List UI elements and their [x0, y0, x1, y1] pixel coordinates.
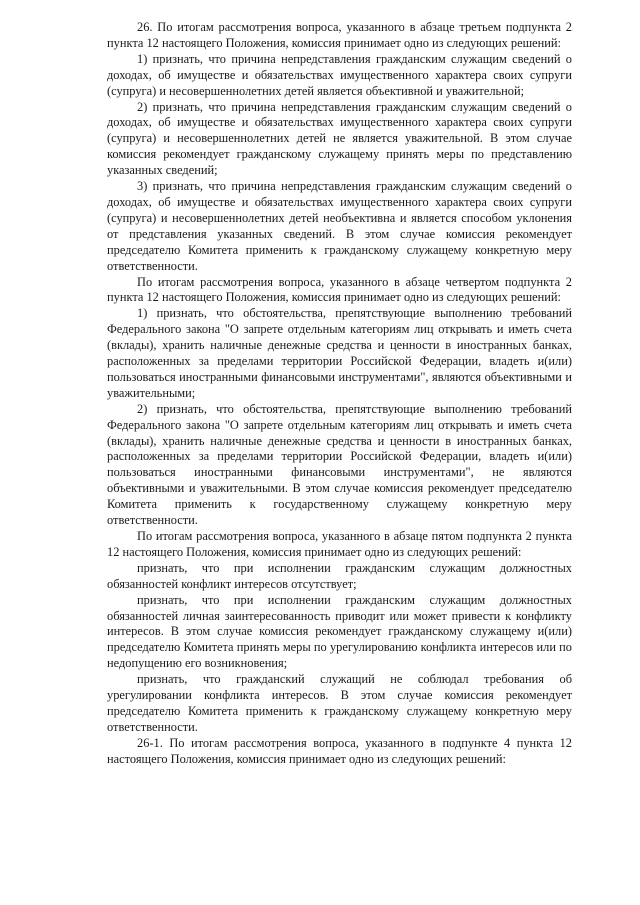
paragraph-abzac-5-item-2: признать, что при исполнении гражданским служащим должностных обязанностей личная заинтересованность приводит или может привести к конфликту интересов. В этом случае комиссия рекомендует гражданскому служащему и(или) председателю Комитета принять меры по урегулированию конфликта интересов или по недопущению его возникновения;: [107, 592, 572, 671]
paragraph-26-item-2: 2) признать, что причина непредставления гражданским служащим сведений о доходах, об имуществе и обязательствах имущественного характера своих супруги (супруга) и несовершеннолетних детей не является уважительной. В этом случае комиссия рекомендует гражданскому служащему принять меры по представлению указанных сведений;: [107, 99, 572, 178]
paragraph-26: 26. По итогам рассмотрения вопроса, указанного в абзаце третьем подпункта 2 пункта 12 настоящего Положения, комиссия принимает одно из следующих решений:: [107, 20, 572, 50]
paragraph-26-item-1: 1) признать, что причина непредставления гражданским служащим сведений о доходах, об имуществе и обязательствах имущественного характера своих супруги (супруга) и несовершеннолетних детей является объективной и уважительной;: [107, 51, 572, 98]
paragraph-abzac-5: По итогам рассмотрения вопроса, указанного в абзаце пятом подпункта 2 пункта 12 настоящего Положения, комиссия принимает одно из следующих решений:: [107, 529, 572, 559]
paragraph-26-1: 26-1. По итогам рассмотрения вопроса, указанного в подпункте 4 пункта 12 настоящего Положения, комиссия принимает одно из следующих решений:: [107, 735, 572, 766]
paragraph-abzac-5-item-3: признать, что гражданский служащий не соблюдал требования об урегулировании конфликта интересов. В этом случае комиссия рекомендует председателю Комитета применить к гражданскому служащему конкретную меру ответственности.: [107, 672, 572, 734]
paragraph-abzac-4-item-1: 1) признать, что обстоятельства, препятствующие выполнению требований Федерального закона "О запрете отдельным категориям лиц открывать и иметь счета (вклады), хранить наличные денежные средства и ценности в иностранных банках, расположенных за пределами территории Российской Федерации, владеть и(или) пользоваться иностранными финансовыми инструментами", являются объективными и уважительными;: [107, 306, 572, 400]
paragraph-abzac-5-item-1: признать, что при исполнении гражданским служащим должностных обязанностей конфликт интересов отсутствует;: [107, 560, 572, 591]
paragraph-26-item-3: 3) признать, что причина непредставления гражданским служащим сведений о доходах, об имуществе и обязательствах имущественного характера своих супруги (супруга) и несовершеннолетних детей необъективна и является способом уклонения от представления указанных сведений. В этом случае комиссия рекомендует председателю Комитета применить к гражданскому служащему конкретную меру ответственности.: [107, 179, 572, 273]
paragraph-abzac-4: По итогам рассмотрения вопроса, указанного в абзаце четвертом подпункта 2 пункта 12 настоящего Положения, комиссия принимает одно из следующих решений:: [107, 274, 572, 305]
paragraph-abzac-4-item-2: 2) признать, что обстоятельства, препятствующие выполнению требований Федерального закона "О запрете отдельным категориям лиц открывать и иметь счета (вклады), хранить наличные денежные средства и ценности в иностранных банках, расположенных за пределами территории Российской Федерации, владеть и(или) пользоваться иностранными финансовыми инструментами", не являются объективными и уважительными. В этом случае комиссия рекомендует председателю Комитета применить к государственному служащему конкретную меру ответственности.: [107, 401, 572, 528]
document-page: [107, 20, 572, 768]
